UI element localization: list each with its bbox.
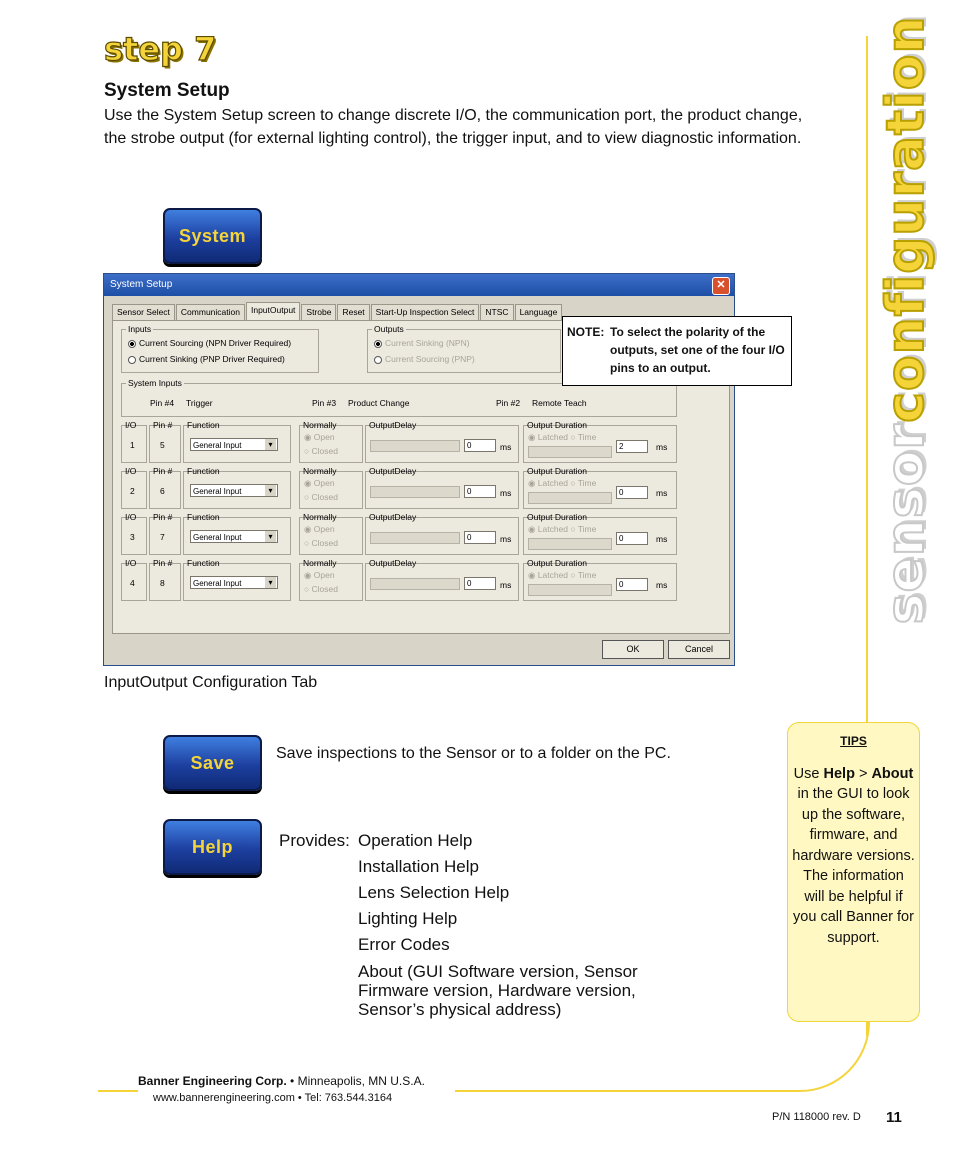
side-title: sensorconfiguration bbox=[876, 15, 936, 625]
footer-rule-left bbox=[98, 1090, 138, 1092]
duration-mode-radios: ◉ Latched ○ Time bbox=[528, 478, 597, 488]
pin-label: Pin # bbox=[153, 558, 173, 568]
tab-language[interactable]: Language bbox=[515, 304, 563, 320]
ms-label: ms bbox=[500, 534, 512, 544]
tab-ntsc[interactable]: NTSC bbox=[480, 304, 513, 320]
output-duration-input[interactable]: 0 bbox=[616, 486, 648, 499]
footer-rule-right bbox=[455, 1090, 765, 1092]
pin-number: 6 bbox=[160, 486, 165, 496]
io-group bbox=[121, 558, 147, 601]
inputs-sinking-radio[interactable]: Current Sinking (PNP Driver Required) bbox=[128, 354, 285, 364]
normally-group bbox=[299, 420, 363, 463]
pin4-label: Pin #4 bbox=[150, 398, 175, 408]
output-duration-group bbox=[523, 466, 677, 509]
duration-mode-radios: ◉ Latched ○ Time bbox=[528, 570, 597, 580]
ms-label: ms bbox=[656, 442, 668, 452]
part-number: P/N 118000 rev. D bbox=[772, 1111, 861, 1123]
output-duration-slider[interactable] bbox=[528, 446, 612, 458]
ms-label: ms bbox=[500, 442, 512, 452]
normally-closed-radio: ○ Closed bbox=[304, 492, 338, 502]
function-group bbox=[183, 512, 291, 555]
system-inputs-label: System Inputs bbox=[128, 378, 182, 388]
pin2-label: Pin #2 bbox=[496, 398, 521, 408]
dialog-title: System Setup bbox=[104, 274, 734, 296]
tab-strobe[interactable]: Strobe bbox=[301, 304, 336, 320]
provides-item: Error Codes bbox=[358, 935, 450, 954]
function-label: Function bbox=[187, 420, 220, 430]
duration-mode-radios: ◉ Latched ○ Time bbox=[528, 432, 597, 442]
tips-text: Use Help > About in the GUI to look up the software, firmware, and hardware versions. The information will be helpful if you call Banner for support. bbox=[792, 765, 915, 946]
normally-closed-radio: ○ Closed bbox=[304, 584, 338, 594]
provides-item: Lighting Help bbox=[358, 909, 458, 928]
tab-sensor-select[interactable]: Sensor Select bbox=[112, 304, 175, 320]
intro-paragraph: Use the System Setup screen to change discrete I/O, the communication port, the product change, the strobe output (for external lighting control), the trigger input, and to view diagnostic information. bbox=[104, 107, 803, 147]
output-delay-label: OutputDelay bbox=[369, 466, 417, 476]
pin-label: Pin # bbox=[153, 512, 173, 522]
normally-open-radio: ◉ Open bbox=[304, 570, 335, 580]
pin-number: 8 bbox=[160, 578, 165, 588]
pin-group bbox=[149, 558, 181, 601]
normally-open-radio: ◉ Open bbox=[304, 432, 335, 442]
remote-teach-label: Remote Teach bbox=[532, 398, 587, 408]
output-duration-input[interactable]: 0 bbox=[616, 578, 648, 591]
inputs-group bbox=[121, 324, 319, 373]
ms-label: ms bbox=[500, 580, 512, 590]
output-duration-input[interactable]: 0 bbox=[616, 532, 648, 545]
outputs-sourcing-radio[interactable]: Current Sourcing (PNP) bbox=[374, 354, 475, 364]
ok-button[interactable]: OK bbox=[602, 640, 664, 659]
output-delay-slider[interactable] bbox=[370, 486, 460, 498]
function-group bbox=[183, 466, 291, 509]
tab-communication[interactable]: Communication bbox=[176, 304, 245, 320]
pin-number: 7 bbox=[160, 532, 165, 542]
output-delay-group bbox=[365, 558, 519, 601]
close-icon[interactable]: ✕ bbox=[712, 277, 730, 295]
io-number: 1 bbox=[130, 440, 135, 450]
note-text: To select the polarity of the outputs, set one of the four I/O pins to an output. bbox=[610, 325, 785, 375]
normally-group bbox=[299, 512, 363, 555]
tips-title: TIPS bbox=[840, 734, 867, 748]
pin-group bbox=[149, 420, 181, 463]
function-label: Function bbox=[187, 466, 220, 476]
provides-item-about: About (GUI Software version, Sensor Firmware version, Hardware version, Sensor’s physical address) bbox=[358, 962, 638, 1019]
normally-group bbox=[299, 558, 363, 601]
io-group bbox=[121, 466, 147, 509]
inputs-sourcing-radio[interactable]: Current Sourcing (NPN Driver Required) bbox=[128, 338, 291, 348]
output-delay-slider[interactable] bbox=[370, 578, 460, 590]
pin-group bbox=[149, 512, 181, 555]
function-group bbox=[183, 558, 291, 601]
io-label: I/O bbox=[125, 558, 137, 568]
trigger-label: Trigger bbox=[186, 398, 213, 408]
output-delay-input[interactable]: 0 bbox=[464, 485, 496, 498]
output-delay-label: OutputDelay bbox=[369, 420, 417, 430]
output-delay-group bbox=[365, 512, 519, 555]
tab-reset[interactable]: Reset bbox=[337, 304, 369, 320]
io-group bbox=[121, 420, 147, 463]
output-duration-label: Output Duration bbox=[527, 512, 588, 522]
ms-label: ms bbox=[500, 488, 512, 498]
output-duration-group bbox=[523, 420, 677, 463]
normally-closed-radio: ○ Closed bbox=[304, 446, 338, 456]
output-delay-label: OutputDelay bbox=[369, 512, 417, 522]
normally-label: Normally bbox=[303, 512, 337, 522]
provides-item: Lens Selection Help bbox=[358, 883, 510, 902]
output-delay-group bbox=[365, 466, 519, 509]
output-delay-input[interactable]: 0 bbox=[464, 531, 496, 544]
function-select[interactable]: General Input ▾ bbox=[190, 530, 278, 543]
help-button[interactable]: Help bbox=[163, 819, 262, 875]
function-select[interactable]: General Input ▾ bbox=[190, 576, 278, 589]
function-select[interactable]: General Input ▾ bbox=[190, 438, 278, 451]
output-delay-slider[interactable] bbox=[370, 532, 460, 544]
normally-label: Normally bbox=[303, 466, 337, 476]
outputs-group bbox=[367, 324, 561, 373]
product-change-label: Product Change bbox=[348, 398, 410, 408]
output-duration-group bbox=[523, 512, 677, 555]
system-inputs-group bbox=[121, 378, 677, 417]
io-number: 3 bbox=[130, 532, 135, 542]
io-label: I/O bbox=[125, 466, 137, 476]
function-select[interactable]: General Input ▾ bbox=[190, 484, 278, 497]
tab-inputoutput[interactable]: InputOutput bbox=[246, 302, 300, 320]
function-label: Function bbox=[187, 512, 220, 522]
io-number: 4 bbox=[130, 578, 135, 588]
footer-contact: www.bannerengineering.com • Tel: 763.544.3164 bbox=[153, 1092, 393, 1104]
pin-label: Pin # bbox=[153, 420, 173, 430]
output-delay-slider[interactable] bbox=[370, 440, 460, 452]
output-duration-slider[interactable] bbox=[528, 584, 612, 596]
function-group bbox=[183, 420, 291, 463]
provides-item: Operation Help bbox=[358, 831, 473, 850]
function-label: Function bbox=[187, 558, 220, 568]
normally-open-radio: ◉ Open bbox=[304, 478, 335, 488]
dialog-caption: InputOutput Configuration Tab bbox=[104, 674, 318, 691]
outputs-sinking-radio[interactable]: Current Sinking (NPN) bbox=[374, 338, 470, 348]
tab-startup-inspection[interactable]: Start-Up Inspection Select bbox=[371, 304, 480, 320]
io-number: 2 bbox=[130, 486, 135, 496]
io-label: I/O bbox=[125, 512, 137, 522]
pin3-label: Pin #3 bbox=[312, 398, 337, 408]
section-title: System Setup bbox=[104, 80, 230, 101]
tips-box bbox=[787, 722, 920, 1022]
output-duration-slider[interactable] bbox=[528, 492, 612, 504]
output-delay-label: OutputDelay bbox=[369, 558, 417, 568]
cancel-button[interactable]: Cancel bbox=[668, 640, 730, 659]
output-duration-label: Output Duration bbox=[527, 558, 588, 568]
tab-strip bbox=[112, 304, 563, 320]
normally-open-radio: ◉ Open bbox=[304, 524, 335, 534]
ms-label: ms bbox=[656, 534, 668, 544]
save-description: Save inspections to the Sensor or to a folder on the PC. bbox=[276, 745, 671, 762]
provides-label: Provides: bbox=[279, 831, 350, 850]
pin-label: Pin # bbox=[153, 466, 173, 476]
output-duration-label: Output Duration bbox=[527, 466, 588, 476]
output-duration-input[interactable]: 2 bbox=[616, 440, 648, 453]
pin-number: 5 bbox=[160, 440, 165, 450]
output-duration-label: Output Duration bbox=[527, 420, 588, 430]
inputs-label: Inputs bbox=[128, 324, 152, 334]
normally-label: Normally bbox=[303, 558, 337, 568]
provides-list bbox=[358, 828, 678, 1019]
save-button[interactable]: Save bbox=[163, 735, 262, 791]
provides-item: Installation Help bbox=[358, 857, 479, 876]
normally-closed-radio: ○ Closed bbox=[304, 538, 338, 548]
footer-company-line: Banner Engineering Corp. • Minneapolis, MN U.S.A. bbox=[138, 1074, 425, 1088]
output-delay-input[interactable]: 0 bbox=[464, 439, 496, 452]
output-delay-group bbox=[365, 420, 519, 463]
polarity-note: NOTE: To select the polarity of the outputs, set one of the four I/O pins to an output. bbox=[562, 316, 792, 386]
io-label: I/O bbox=[125, 420, 137, 430]
duration-mode-radios: ◉ Latched ○ Time bbox=[528, 524, 597, 534]
system-button[interactable]: System bbox=[163, 208, 262, 264]
io-group bbox=[121, 512, 147, 555]
ms-label: ms bbox=[656, 580, 668, 590]
output-delay-input[interactable]: 0 bbox=[464, 577, 496, 590]
normally-group bbox=[299, 466, 363, 509]
output-duration-group bbox=[523, 558, 677, 601]
page-number: 11 bbox=[886, 1109, 902, 1126]
output-duration-slider[interactable] bbox=[528, 538, 612, 550]
step-label: step 7 bbox=[104, 30, 217, 68]
normally-label: Normally bbox=[303, 420, 337, 430]
pin-group bbox=[149, 466, 181, 509]
ms-label: ms bbox=[656, 488, 668, 498]
outputs-label: Outputs bbox=[374, 324, 404, 334]
